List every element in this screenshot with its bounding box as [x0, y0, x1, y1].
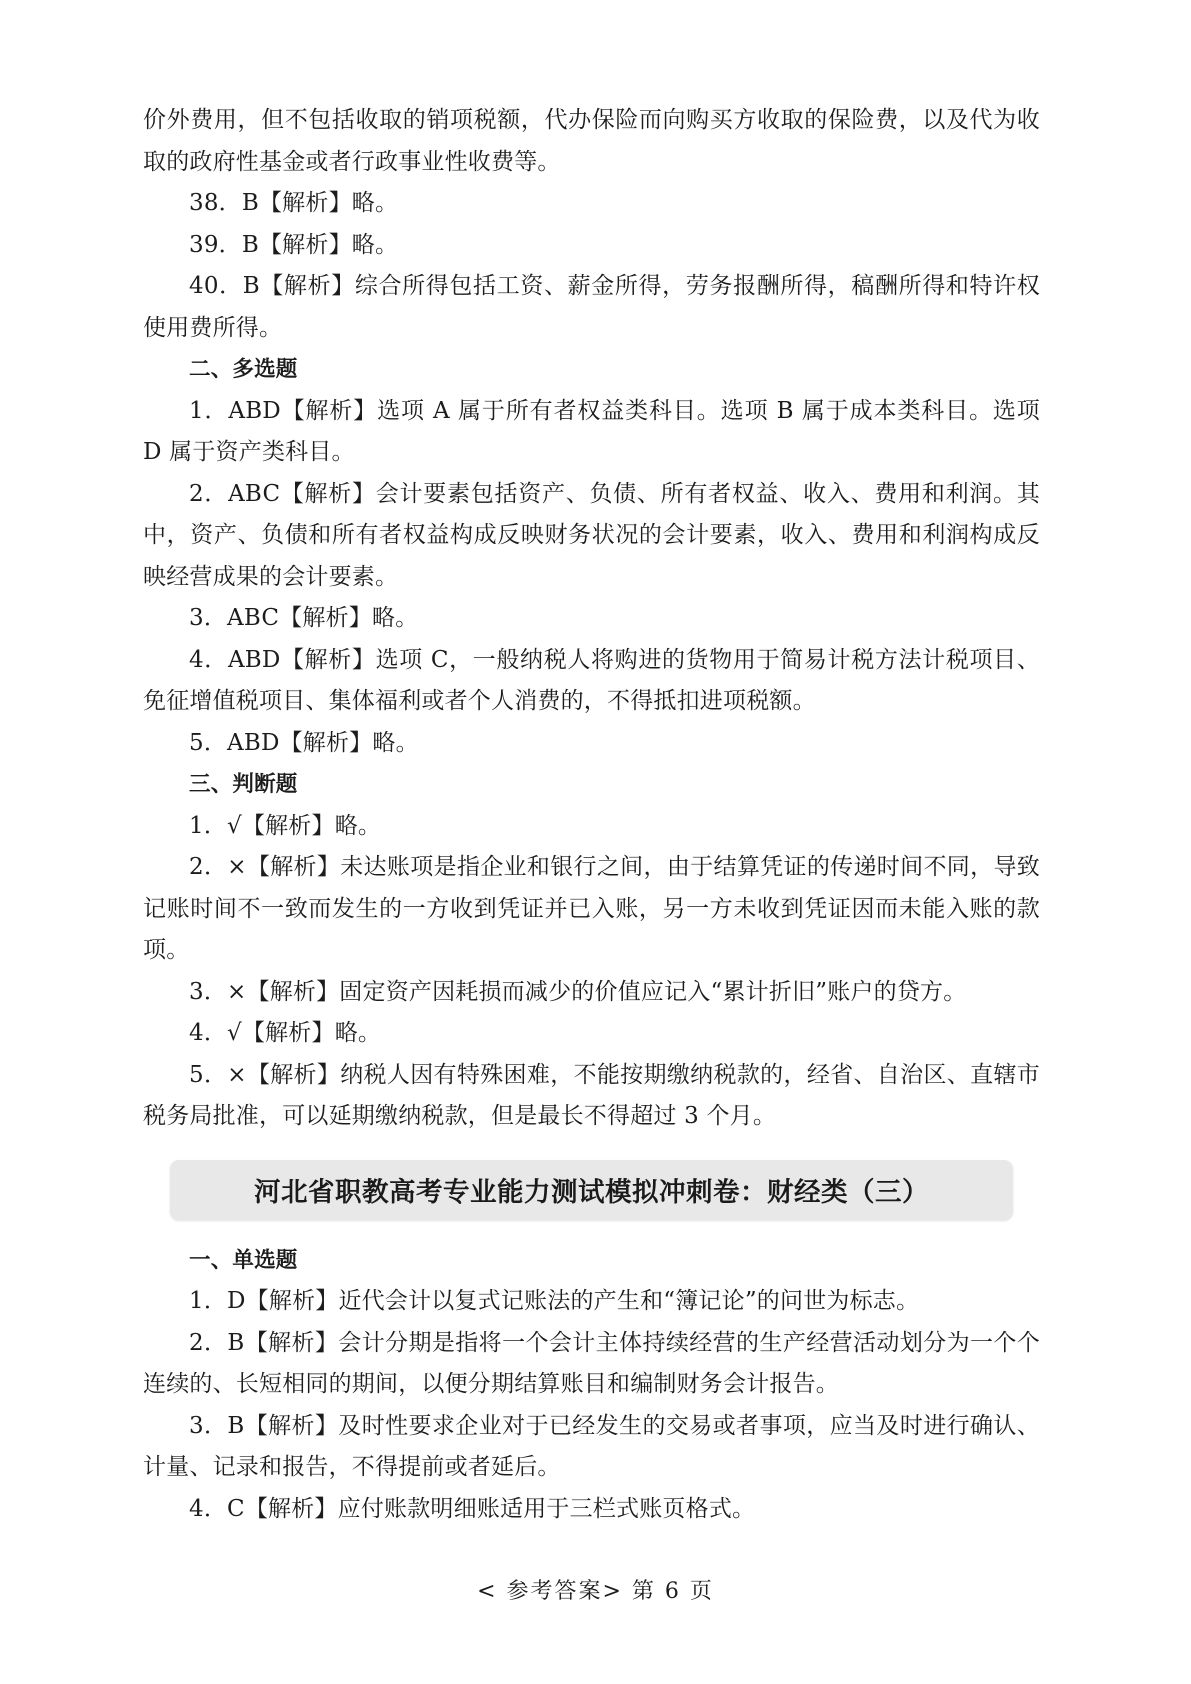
answer-40: 40．B【解析】综合所得包括工资、薪金所得，劳务报酬所得，稿酬所得和特许权使用费所得。	[143, 273, 1040, 341]
multi-answer-1: 1．ABD【解析】选项 A 属于所有者权益类科目。选项 B 属于成本类科目。选项 D 属于资产类科目。	[143, 397, 1040, 465]
multi-answer-2: 2．ABC【解析】会计要素包括资产、负债、所有者权益、收入、费用和利润。其中，资产、负债和所有者权益构成反映财务状况的会计要素，收入、费用和利润构成反映经营成果的会计要素。	[143, 480, 1040, 590]
single-answer-4: 4．C【解析】应付账款明细账适用于三栏式账页格式。	[189, 1495, 756, 1522]
single-answer-1: 1．D【解析】近代会计以复式记账法的产生和“簿记论”的问世为标志。	[189, 1288, 920, 1314]
section-heading-multiple-choice: 二、多选题	[189, 357, 298, 382]
multi-answer-4: 4．ABD【解析】选项 C，一般纳税人将购进的货物用于简易计税方法计税项目、免征增值税项目、集体福利或者个人消费的，不得抵扣进项税额。	[143, 646, 1040, 714]
judge-answer-4: 4．√【解析】略。	[189, 1020, 382, 1046]
answer-39: 39．B【解析】略。	[189, 231, 399, 258]
multi-answer-3: 3．ABC【解析】略。	[189, 605, 419, 631]
multi-answer-5: 5．ABD【解析】略。	[189, 729, 419, 756]
judge-answer-5: 5．×【解析】纳税人因有特殊困难，不能按期缴纳税款的，经省、自治区、直辖市税务局批准，可以延期缴纳税款，但是最长不得超过 3 个月。	[143, 1061, 1040, 1129]
judge-answer-1: 1．√【解析】略。	[189, 812, 382, 839]
single-answer-2: 2．B【解析】会计分期是指将一个会计主体持续经营的生产经营活动划分为一个个连续的、长短相同的期间，以便分期结算账目和编制财务会计报告。	[143, 1329, 1040, 1397]
page-footer: < 参考答案> 第 6 页	[477, 1579, 714, 1604]
single-answer-3: 3．B【解析】及时性要求企业对于已经发生的交易或者事项，应当及时进行确认、计量、记录和报告，不得提前或者延后。	[143, 1412, 1040, 1480]
answer-38: 38．B【解析】略。	[189, 190, 399, 216]
judge-answer-3: 3．×【解析】固定资产因耗损而减少的价值应记入“累计折旧”账户的贷方。	[189, 978, 967, 1005]
section-heading-single-choice: 一、单选题	[189, 1247, 298, 1273]
exam-title-banner	[170, 1160, 1013, 1220]
exam-title: 河北省职教高考专业能力测试模拟冲刺卷：财经类（三）	[254, 1177, 929, 1208]
page-content	[143, 100, 1040, 1530]
paragraph-continuation: 价外费用，但不包括收取的销项税额，代办保险而向购买方收取的保险费，以及代为收取的政府性基金或者行政事业性收费等。	[143, 107, 1040, 175]
section-heading-true-false: 三、判断题	[189, 772, 298, 797]
judge-answer-2: 2．×【解析】未达账项是指企业和银行之间，由于结算凭证的传递时间不同，导致记账时间不一致而发生的一方收到凭证并已入账，另一方未收到凭证因而未能入账的款项。	[143, 854, 1040, 963]
